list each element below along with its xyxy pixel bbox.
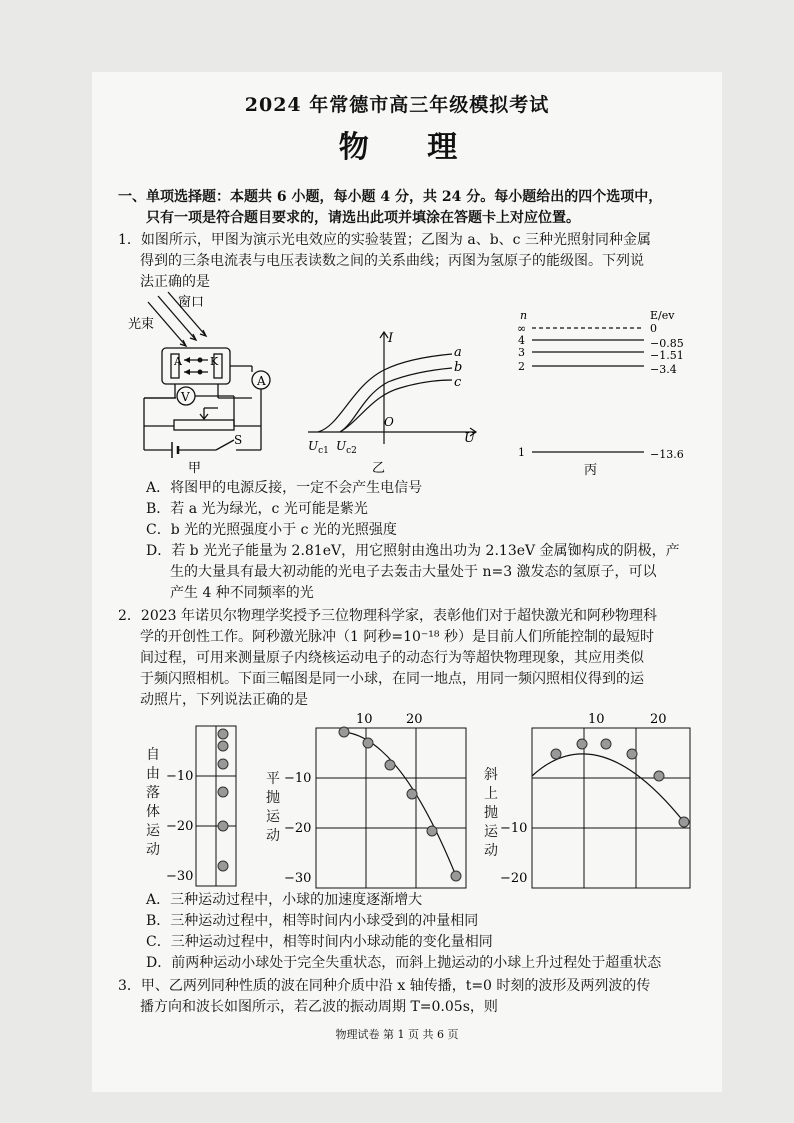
axis-n-label: n <box>520 309 528 322</box>
q1-option-b[interactable]: B．若 a 光为绿光，c 光可能是紫光 <box>146 501 368 517</box>
q1-stem-line3: 法正确的是 <box>140 274 210 290</box>
curve-c-label: c <box>454 375 462 390</box>
top-tick-label: 10 <box>588 712 605 727</box>
label-cathode: K <box>210 355 219 368</box>
tick-label: −10 <box>500 821 528 836</box>
tick-label: −10 <box>284 771 312 786</box>
level-n: 1 <box>518 446 525 459</box>
caption-yi: 乙 <box>372 461 386 476</box>
uc1-label: $U_{c1}$ <box>308 439 329 456</box>
level-n: 4 <box>518 334 525 347</box>
uc2-label: $U_{c2}$ <box>336 439 357 456</box>
ammeter-icon: A <box>257 374 266 388</box>
caption-jia: 甲 <box>188 461 202 475</box>
q2-option-b[interactable]: B．三种运动过程中，相等时间内小球受到的冲量相同 <box>146 913 479 929</box>
figure-jia-circuit <box>124 290 284 475</box>
page-footer: 物理试卷 第 1 页 共 6 页 <box>335 1028 459 1041</box>
q2-stem-line4: 于频闪照相机。下面三幅图是同一小球，在同一地点，用同一频闪照相仪得到的运 <box>140 671 644 687</box>
top-tick-label: 10 <box>356 712 373 727</box>
label-switch: S <box>234 433 243 447</box>
axis-u-label: U <box>464 431 475 446</box>
axis-e-label: E/ev <box>650 309 675 322</box>
tick-label: −10 <box>166 769 194 784</box>
exam-title: 2024 年常德市高三年级模拟考试 <box>244 94 550 116</box>
level-n: 2 <box>518 360 525 373</box>
panel1-label: 自由落体运动 <box>146 747 160 858</box>
figure-oblique-projectile <box>498 710 698 890</box>
q1-option-c[interactable]: C．b 光的光照强度小于 c 光的光照强度 <box>146 522 397 538</box>
top-tick-label: 20 <box>650 712 667 727</box>
tick-label: −20 <box>284 821 312 836</box>
q1-option-d-cont: 生的大量具有最大初动能的光电子去轰击大量处于 n=3 激发态的氢原子，可以 <box>170 564 657 580</box>
q1-option-d[interactable]: D．若 b 光光子能量为 2.81eV，用它照射由逸出功为 2.13eV 金属铷构成的阴极，产 <box>146 543 680 559</box>
axis-i-label: I <box>388 331 394 346</box>
caption-bing: 丙 <box>584 463 598 476</box>
level-e: −1.51 <box>650 349 684 362</box>
level-e: −0.85 <box>650 337 684 350</box>
level-e: −13.6 <box>650 448 684 461</box>
figure-yi-iu-curves <box>300 326 490 476</box>
level-e: −3.4 <box>650 363 677 376</box>
q2-option-d[interactable]: D．前两种运动小球处于完全失重状态，而斜上抛运动的小球上升过程处于超重状态 <box>146 955 662 971</box>
top-tick-label: 20 <box>406 712 423 727</box>
label-light-beam: 光束 <box>128 317 155 332</box>
section-heading-cont: 只有一项是符合题目要求的，请选出此项并填涂在答题卡上对应位置。 <box>146 210 580 226</box>
q1-option-a[interactable]: A．将图甲的电源反接，一定不会产生电信号 <box>146 480 423 496</box>
q2-stem-line1: 2．2023 年诺贝尔物理学奖授予三位物理科学家，表彰他们对于超快激光和阿秒物理科 <box>118 608 657 624</box>
q1-stem-line1: 1．如图所示，甲图为演示光电效应的实验装置；乙图为 a、b、c 三种光照射同种金属 <box>118 232 651 248</box>
section-heading: 一、单项选择题：本题共 6 小题，每小题 4 分，共 24 分。每小题给出的四个选项中， <box>118 189 663 205</box>
voltmeter-icon: V <box>181 390 190 404</box>
q2-stem-line2: 学的开创性工作。阿秒激光脉冲（1 阿秒=10⁻¹⁸ 秒）是目前人们所能控制的最短时 <box>140 629 654 645</box>
q1-option-d-cont: 产生 4 种不同频率的光 <box>170 585 314 601</box>
panel3-label: 斜上抛运动 <box>484 767 498 859</box>
tick-label: −20 <box>500 871 528 886</box>
q2-stem-line5: 动照片，下列说法正确的是 <box>140 692 308 708</box>
tick-label: −30 <box>166 869 194 884</box>
tick-label: −20 <box>166 819 194 834</box>
origin-label: O <box>384 415 394 429</box>
subject-title: 物 理 <box>338 130 482 165</box>
figure-horizontal-projectile <box>280 710 470 892</box>
q3-stem-line2: 播方向和波长如图所示，若乙波的振动周期 T=0.05s，则 <box>140 999 498 1015</box>
level-n: ∞ <box>517 322 527 335</box>
q2-stem-line3: 间过程，可用来测量原子内绕核运动电子的动态行为等超快物理现象，其应用类似 <box>140 650 644 666</box>
q2-option-c[interactable]: C．三种运动过程中，相等时间内小球动能的变化量相同 <box>146 934 493 950</box>
curve-b-label: b <box>454 360 463 375</box>
level-n: 3 <box>518 346 525 359</box>
figure-bing-energy-levels <box>510 306 710 476</box>
q1-stem-line2: 得到的三条电流表与电压表读数之间的关系曲线；丙图为氢原子的能级图。下列说 <box>140 253 644 269</box>
q3-stem-line1: 3．甲、乙两列同种性质的波在同种介质中沿 x 轴传播，t=0 时刻的波形及两列波的传 <box>118 978 651 994</box>
figure-free-fall <box>160 720 240 890</box>
panel2-label: 平抛运动 <box>266 771 280 844</box>
label-window: 窗口 <box>178 295 205 310</box>
level-e: 0 <box>650 322 657 335</box>
label-anode: A <box>174 355 182 368</box>
curve-a-label: a <box>454 345 462 360</box>
tick-label: −30 <box>284 871 312 886</box>
q2-option-a[interactable]: A．三种运动过程中，小球的加速度逐渐增大 <box>146 892 423 908</box>
